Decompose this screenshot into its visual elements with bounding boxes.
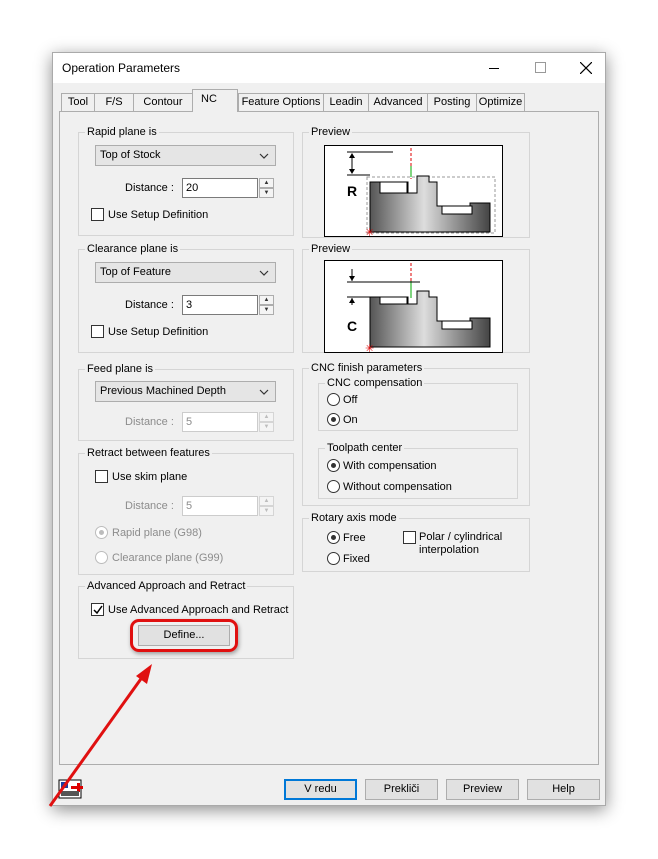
spin-down-icon[interactable]: ▼ xyxy=(259,422,274,432)
origin-marker-icon: ✳ xyxy=(365,343,375,352)
tab-advanced[interactable]: Advanced xyxy=(368,93,428,111)
preview-r-letter: R xyxy=(347,183,358,199)
spin-down-icon[interactable]: ▼ xyxy=(259,188,274,198)
clearance-plane-caption: Clearance plane is xyxy=(87,243,179,255)
feed-distance-input[interactable]: 5 xyxy=(182,412,258,432)
window-title: Operation Parameters xyxy=(62,61,181,75)
rapid-use-setup-label: Use Setup Definition xyxy=(108,209,209,221)
tab-leadin[interactable]: Leadin xyxy=(323,93,369,111)
retract-distance-label: Distance : xyxy=(125,500,174,512)
cnc-compensation-caption: CNC compensation xyxy=(327,377,423,389)
feed-plane-caption: Feed plane is xyxy=(87,363,154,375)
tab-feature-options[interactable]: Feature Options xyxy=(238,93,324,111)
polar-interpolation-label-1: Polar / cylindrical xyxy=(419,531,503,543)
rapid-plane-g98-label: Rapid plane (G98) xyxy=(112,527,202,539)
feed-distance-label: Distance : xyxy=(125,416,174,428)
compensation-off-label: Off xyxy=(343,394,358,406)
help-button[interactable]: Help xyxy=(527,779,600,800)
retract-caption: Retract between features xyxy=(87,447,210,459)
clearance-use-setup-label: Use Setup Definition xyxy=(108,326,209,338)
rapid-distance-label: Distance : xyxy=(125,182,174,194)
preview-button[interactable]: Preview xyxy=(446,779,519,800)
clearance-plane-g99-label: Clearance plane (G99) xyxy=(112,552,224,564)
rapid-distance-input[interactable]: 20 xyxy=(182,178,258,198)
rotary-axis-caption: Rotary axis mode xyxy=(311,512,397,524)
tab-fs[interactable]: F/S xyxy=(94,93,134,111)
rapid-plane-caption: Rapid plane is xyxy=(87,126,157,138)
tab-tool[interactable]: Tool xyxy=(61,93,95,111)
preview-clearance-caption: Preview xyxy=(311,243,351,255)
use-advanced-approach-label: Use Advanced Approach and Retract xyxy=(108,604,289,616)
feed-plane-value: Previous Machined Depth xyxy=(100,385,226,397)
without-compensation-label: Without compensation xyxy=(343,481,452,493)
cnc-finish-caption: CNC finish parameters xyxy=(311,362,423,374)
retract-distance-input[interactable]: 5 xyxy=(182,496,258,516)
clearance-distance-input[interactable]: 3 xyxy=(182,295,258,315)
skim-plane-label: Use skim plane xyxy=(112,471,188,483)
tab-nc[interactable]: NC xyxy=(192,89,238,112)
spin-up-icon[interactable]: ▲ xyxy=(259,295,274,305)
tab-contour[interactable]: Contour xyxy=(133,93,193,111)
polar-interpolation-label-2: interpolation xyxy=(419,544,479,556)
advanced-approach-caption: Advanced Approach and Retract xyxy=(87,580,246,592)
rapid-plane-value: Top of Stock xyxy=(100,149,161,161)
clearance-distance-label: Distance : xyxy=(125,299,174,311)
spin-up-icon[interactable]: ▲ xyxy=(259,412,274,422)
tab-optimize[interactable]: Optimize xyxy=(476,93,525,111)
rotary-free-label: Free xyxy=(343,532,366,544)
rotary-fixed-label: Fixed xyxy=(343,553,370,565)
ok-button[interactable]: V redu xyxy=(284,779,357,800)
spin-down-icon[interactable]: ▼ xyxy=(259,305,274,315)
define-button[interactable]: Define... xyxy=(138,625,230,646)
preview-rapid-caption: Preview xyxy=(311,126,351,138)
spin-down-icon[interactable]: ▼ xyxy=(259,506,274,516)
spin-up-icon[interactable]: ▲ xyxy=(259,178,274,188)
toolpath-center-caption: Toolpath center xyxy=(327,442,403,454)
compensation-on-label: On xyxy=(343,414,358,426)
spin-up-icon[interactable]: ▲ xyxy=(259,496,274,506)
preview-c-letter: C xyxy=(347,318,358,334)
tab-posting[interactable]: Posting xyxy=(427,93,477,111)
clearance-plane-value: Top of Feature xyxy=(100,266,171,278)
origin-marker-icon: ✳ xyxy=(365,227,375,236)
with-compensation-label: With compensation xyxy=(343,460,437,472)
cancel-button[interactable]: Prekliči xyxy=(365,779,438,800)
